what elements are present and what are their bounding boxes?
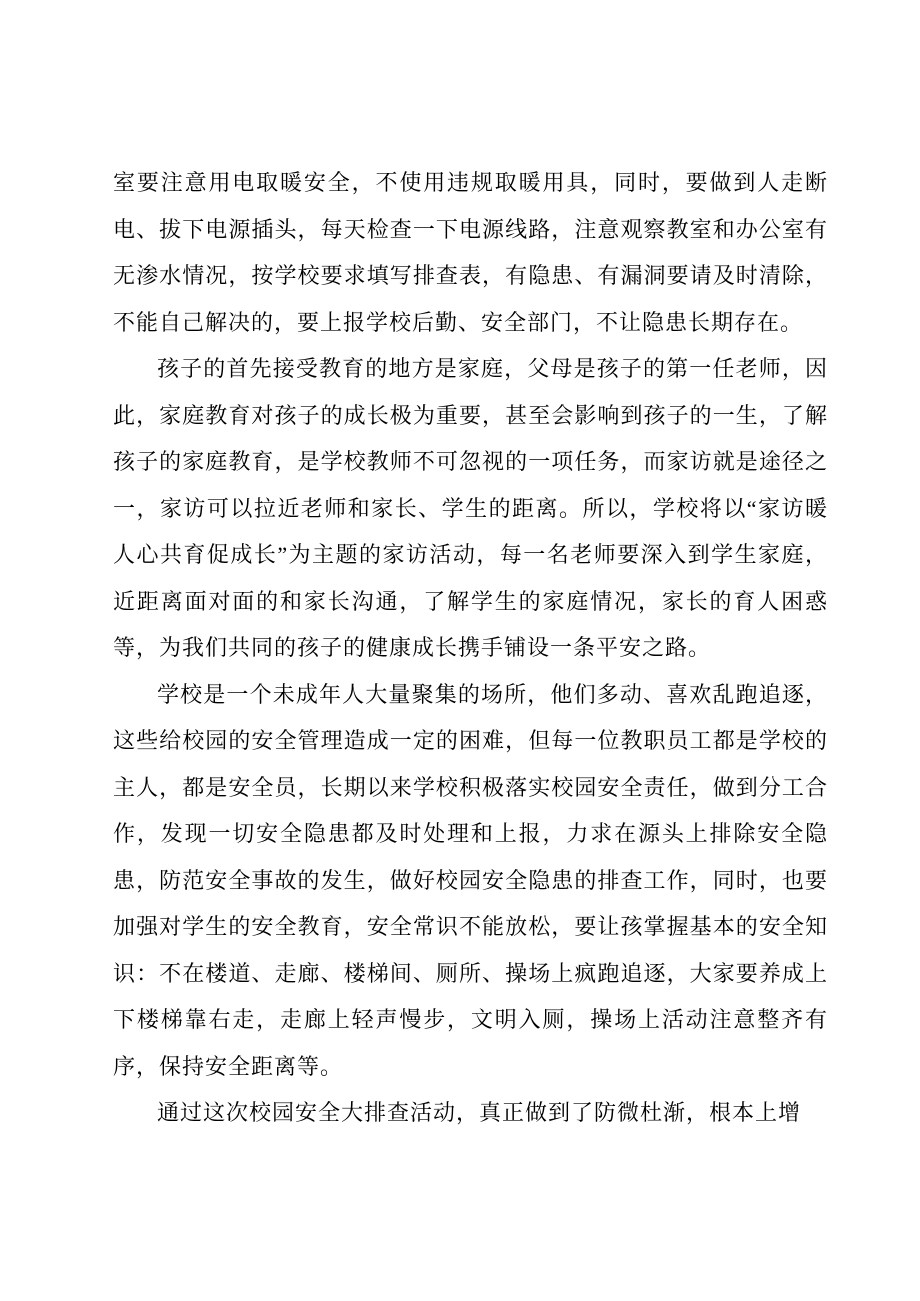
paragraph-campus-safety-management: 学校是一个未成年人大量聚集的场所，他们多动、喜欢乱跑追逐，这些给校园的安全管理造成一定的困难，但每一位教职员工都是学校的主人，都是安全员，长期以来学校积极落实校园安全责任，做到分工合作，发现一切安全隐患都及时处理和上报，力求在源头上排除安全隐患，防范安全事故的发生，做好校园安全隐患的排查工作，同时，也要加强对学生的安全教育，安全常识不能放松，要让孩掌握基本的安全知识：不在楼道、走廊、楼梯间、厕所、操场上疯跑追逐，大家要养成上下楼梯靠右走，走廊上轻声慢步，文明入厕，操场上活动注意整齐有序，保持安全距离等。 bbox=[113, 681, 828, 1079]
paragraph-conclusion-start: 通过这次校园安全大排查活动，真正做到了防微杜渐，根本上增 bbox=[157, 1100, 802, 1125]
document-body[interactable] bbox=[113, 160, 828, 1137]
paragraph-safety-inspection: 室要注意用电取暖安全，不使用违规取暖用具，同时，要做到人走断电、拔下电源插头，每天检查一下电源线路，注意观察教室和办公室有无渗水情况，按学校要求填写排查表，有隐患、有漏洞要请及时清除，不能自己解决的，要上报学校后勤、安全部门，不让隐患长期存在。 bbox=[113, 170, 828, 335]
paragraph-family-education: 孩子的首先接受教育的地方是家庭，父母是孩子的第一任老师，因此，家庭教育对孩子的成长极为重要，甚至会影响到孩子的一生，了解孩子的家庭教育，是学校教师不可忽视的一项任务，而家访就是途径之一，家访可以拉近老师和家长、学生的距离。所以，学校将以“家访暖人心共育促成长”为主题的家访活动，每一名老师要深入到学生家庭，近距离面对面的和家长沟通，了解学生的家庭情况，家长的育人困惑等，为我们共同的孩子的健康成长携手铺设一条平安之路。 bbox=[113, 356, 828, 660]
